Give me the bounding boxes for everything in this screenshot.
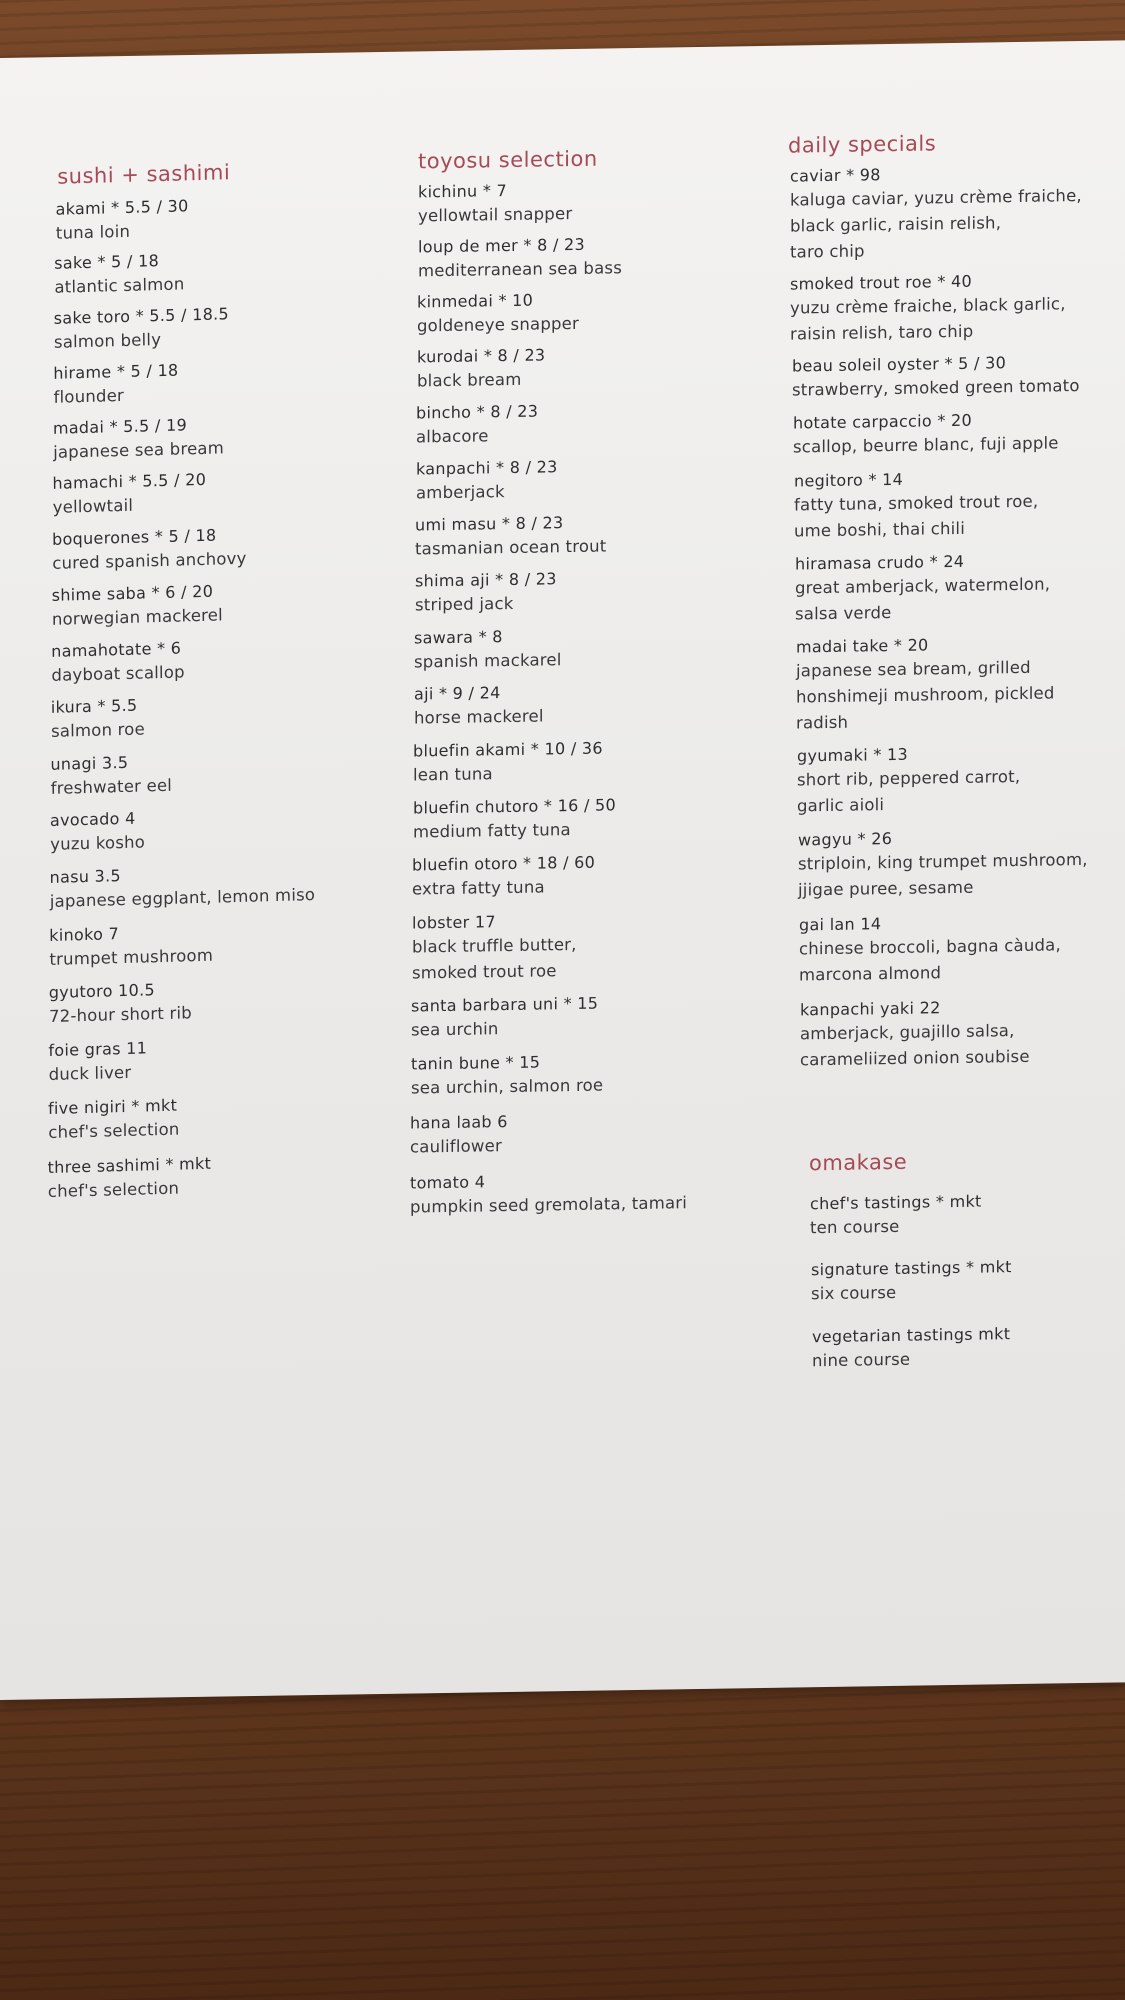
menu-item: sake * 5 / 18 atlantic salmon	[54, 251, 185, 297]
menu-item: loup de mer * 8 / 23 mediterranean sea bass	[418, 234, 622, 281]
menu-item: chef's tastings * mkt ten course	[810, 1191, 982, 1238]
menu-item: madai take * 20 japanese sea bream, grilled honshimeji mushroom, pickled radish	[796, 635, 1055, 733]
menu-item: wagyu * 26 striploin, king trumpet mushroom, jjigae puree, sesame	[798, 828, 1088, 900]
menu-item: lobster 17 black truffle butter, smoked trout roe	[412, 912, 577, 983]
section-title: toyosu selection	[418, 146, 598, 174]
menu-item: kurodai * 8 / 23 black bream	[417, 345, 546, 391]
menu-item: kichinu * 7 yellowtail snapper	[418, 181, 573, 226]
menu-item: bluefin chutoro * 16 / 50 medium fatty tuna	[413, 795, 616, 842]
menu-item: kanpachi yaki 22 amberjack, guajillo salsa, carameliized onion soubise	[800, 998, 1030, 1070]
menu-item: gyutoro 10.5 72-hour short rib	[48, 980, 193, 1026]
menu-item: smoked trout roe * 40 yuzu crème fraiche, black garlic, raisin relish, taro chip	[790, 271, 1066, 344]
menu-item: hamachi * 5.5 / 20 yellowtail	[52, 469, 207, 517]
menu-item: shime saba * 6 / 20 norwegian mackerel	[51, 581, 223, 629]
menu-item: avocado 4 yuzu kosho	[49, 808, 146, 854]
section-title: omakase	[809, 1149, 908, 1176]
menu-item: bincho * 8 / 23 albacore	[416, 401, 539, 447]
menu-item: five nigiri * mkt chef's selection	[47, 1095, 180, 1143]
menu-item: kinoko 7 trumpet mushroom	[49, 924, 214, 969]
menu-item: sake toro * 5.5 / 18.5 salmon belly	[53, 304, 230, 352]
section-title: sushi + sashimi	[57, 160, 231, 189]
menu-item: kinmedai * 10 goldeneye snapper	[417, 290, 579, 336]
menu-item: hana laab 6 cauliflower	[410, 1112, 508, 1157]
menu-item: umi masu * 8 / 23 tasmanian ocean trout	[415, 513, 607, 559]
menu-item: tanin bune * 15 sea urchin, salmon roe	[411, 1052, 604, 1098]
menu-sheet	[0, 40, 1125, 1700]
menu-item: hiramasa crudo * 24 great amberjack, watermelon, salsa verde	[795, 551, 1051, 624]
menu-item: shima aji * 8 / 23 striped jack	[415, 569, 557, 615]
menu-item: boquerones * 5 / 18 cured spanish anchovy	[51, 525, 247, 573]
section-title: daily specials	[788, 131, 937, 158]
menu-item: signature tastings * mkt six course	[811, 1257, 1012, 1304]
menu-item: unagi 3.5 freshwater eel	[50, 752, 173, 798]
menu-item: negitoro * 14 fatty tuna, smoked trout roe, ume boshi, thai chili	[794, 469, 1039, 541]
menu-item: foie gras 11 duck liver	[48, 1038, 148, 1084]
menu-item: tomato 4 pumpkin seed gremolata, tamari	[410, 1172, 688, 1217]
sushi-sashimi-column	[20, 48, 380, 1202]
menu-item: hirame * 5 / 18 flounder	[53, 360, 179, 407]
menu-item: gyumaki * 13 short rib, peppered carrot, garlic aioli	[797, 744, 1021, 816]
menu-item: bluefin otoro * 18 / 60 extra fatty tuna	[412, 852, 596, 899]
menu-item: gai lan 14 chinese broccoli, bagna càuda, marcona almond	[799, 914, 1061, 985]
menu-item: nasu 3.5 japanese eggplant, lemon miso	[49, 866, 316, 911]
menu-item: akami * 5.5 / 30 tuna loin	[55, 196, 189, 243]
menu-item: kanpachi * 8 / 23 amberjack	[416, 457, 558, 503]
menu-item: aji * 9 / 24 horse mackerel	[414, 683, 544, 728]
menu-item: bluefin akami * 10 / 36 lean tuna	[413, 738, 603, 785]
menu-item: ikura * 5.5 salmon roe	[50, 695, 145, 741]
menu-item: beau soleil oyster * 5 / 30 strawberry, smoked green tomato	[792, 353, 1080, 400]
menu-item: namahotate * 6 dayboat scallop	[51, 638, 185, 685]
menu-item: vegetarian tastings mkt nine course	[812, 1324, 1011, 1371]
daily-specials-column	[788, 40, 1120, 1371]
menu-item: madai * 5.5 / 19 japanese sea bream	[52, 415, 225, 462]
menu-item: caviar * 98 kaluga caviar, yuzu crème fraiche, black garlic, raisin relish, taro chip	[790, 165, 1082, 262]
menu-item: sawara * 8 spanish mackarel	[414, 627, 562, 672]
menu-item: santa barbara uni * 15 sea urchin	[411, 993, 599, 1040]
menu-item: three sashimi * mkt chef's selection	[47, 1153, 212, 1202]
menu-item: hotate carpaccio * 20 scallop, beurre blanc, fuji apple	[793, 410, 1059, 457]
toyosu-column	[410, 46, 790, 1217]
